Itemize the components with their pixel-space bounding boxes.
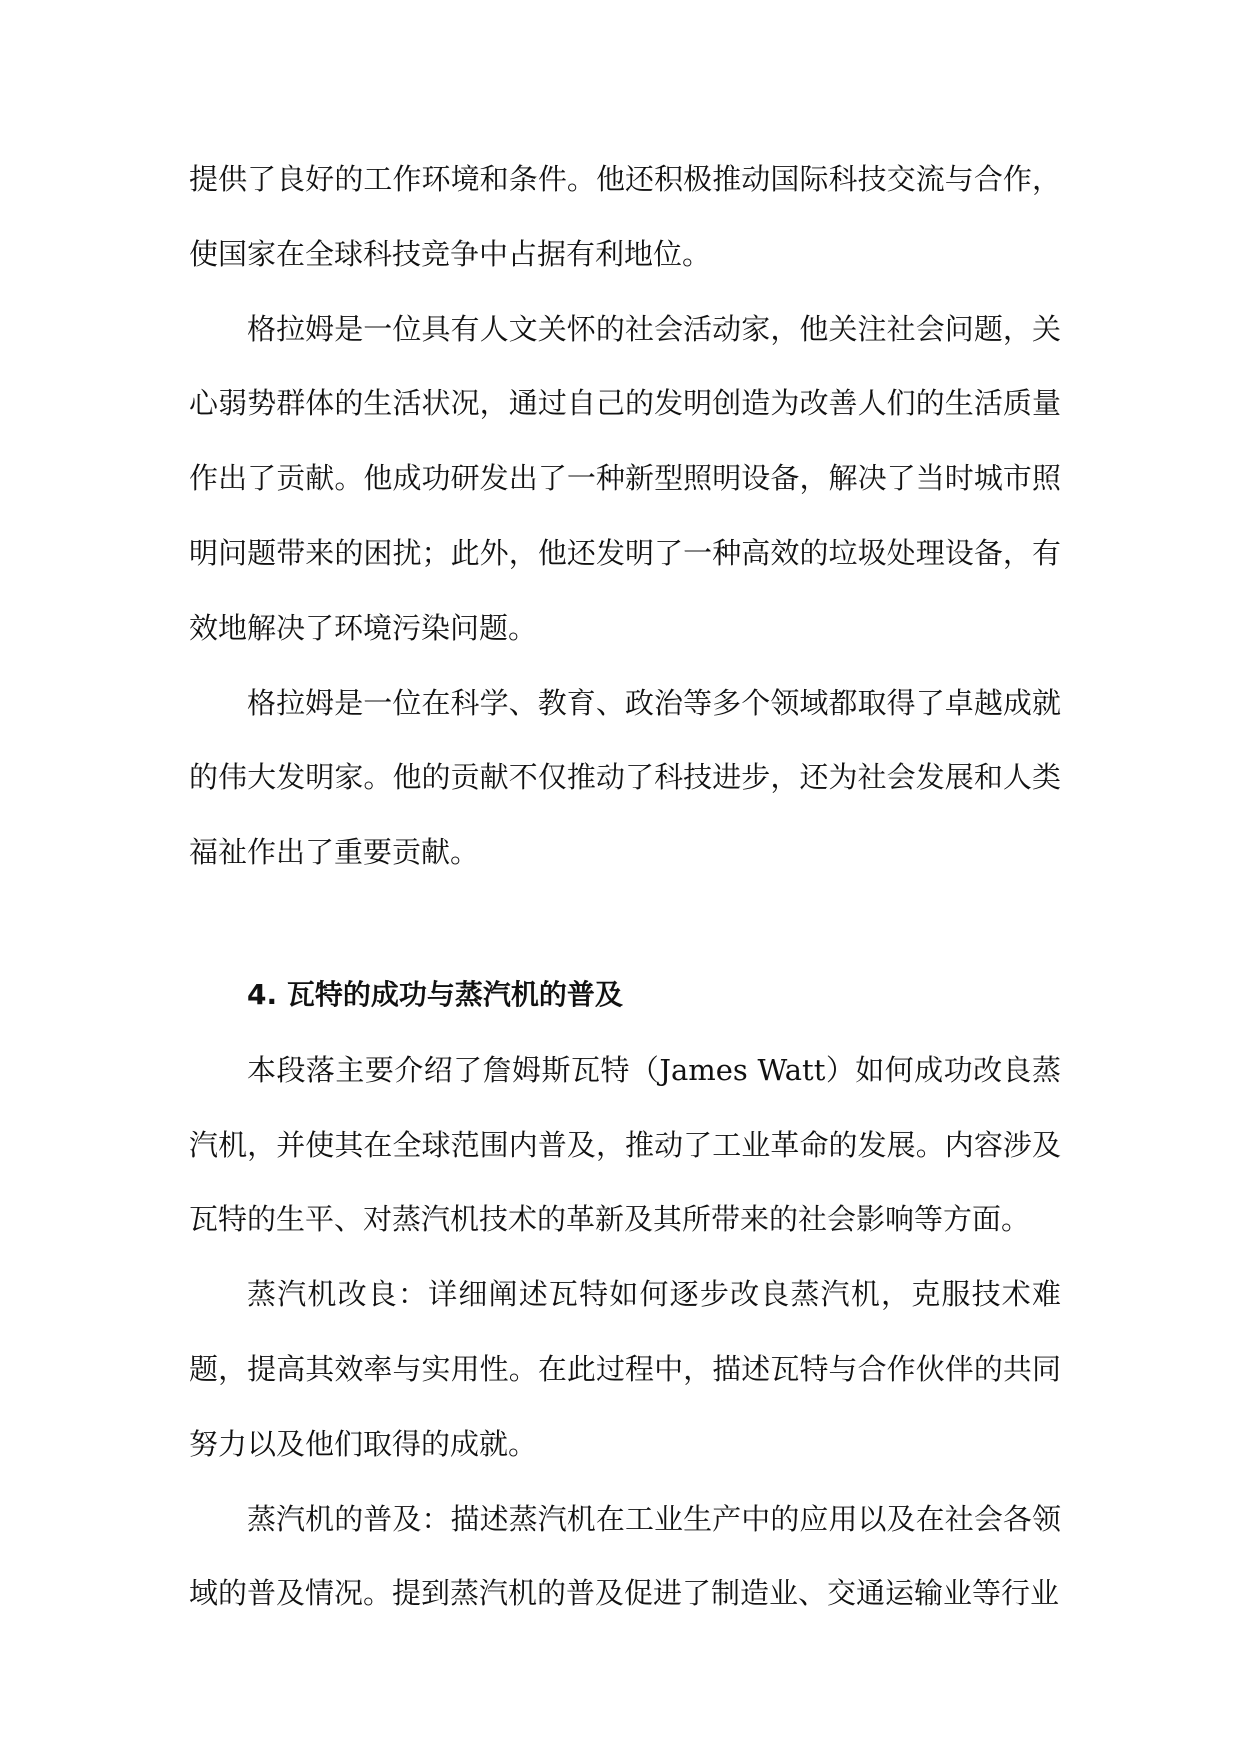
paragraph-steam-popularization: 蒸汽机的普及：描述蒸汽机在工业生产中的应用以及在社会各领域的普及情况。提到蒸汽机的普及促进了制造业、交通运输业等行业 [189, 1501, 1061, 1611]
document-body [189, 142, 1061, 1631]
paragraph-gram-humanist: 格拉姆是一位具有人文关怀的社会活动家，他关注社会问题，关心弱势群体的生活状况，通过自己的发明创造为改善人们的生活质量作出了贡献。他成功研发出了一种新型照明设备，解决了当时城市照明问题带来的困扰；此外，他还发明了一种高效的垃圾处理设备，有效地解决了环境污染问题。 [189, 311, 1061, 645]
paragraph-gram-summary: 格拉姆是一位在科学、教育、政治等多个领域都取得了卓越成就的伟大发明家。他的贡献不仅推动了科技进步，还为社会发展和人类福祉作出了重要贡献。 [189, 685, 1061, 870]
paragraph-steam-improvement: 蒸汽机改良：详细阐述瓦特如何逐步改良蒸汽机，克服技术难题，提高其效率与实用性。在此过程中，描述瓦特与合作伙伴的共同努力以及他们取得的成就。 [189, 1277, 1061, 1461]
section-heading: 4. 瓦特的成功与蒸汽机的普及 [247, 977, 623, 1011]
paragraph-watt-intro: 本段落主要介绍了詹姆斯瓦特（James Watt）如何成功改良蒸汽机，并使其在全球范围内普及，推动了工业革命的发展。内容涉及瓦特的生平、对蒸汽机技术的革新及其所带来的社会影响等方面。 [189, 1052, 1061, 1237]
paragraph-continuation: 提供了良好的工作环境和条件。他还积极推动国际科技交流与合作，使国家在全球科技竞争中占据有利地位。 [189, 162, 1061, 271]
